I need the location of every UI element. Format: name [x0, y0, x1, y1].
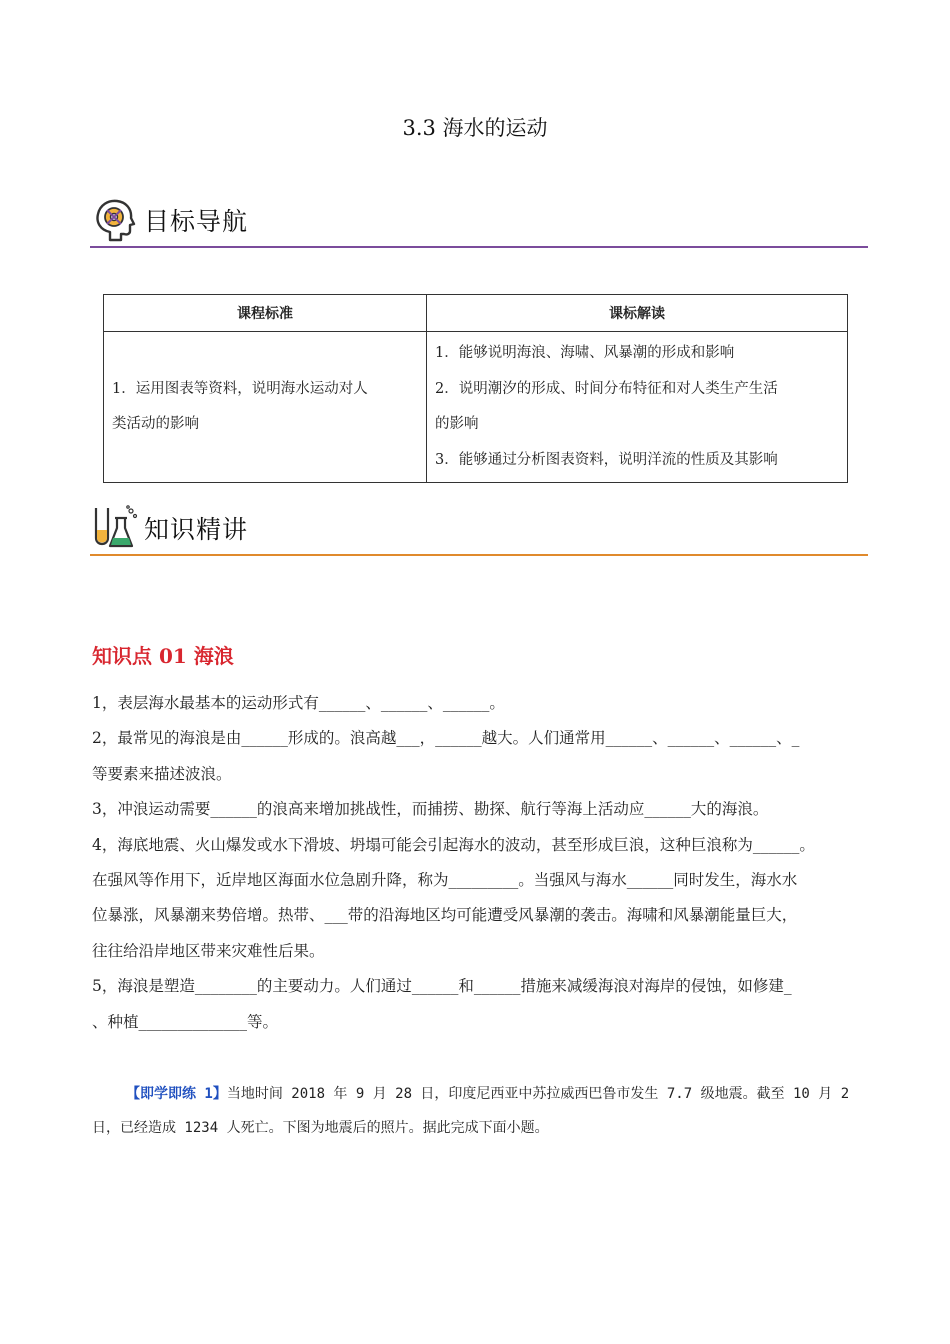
knowledge-text: [92, 686, 872, 1040]
section-label-goal: 目标导航: [144, 207, 249, 236]
exercise-text: 当地时间 2018 年 9 月 28 日，印度尼西亚中苏拉威西巴鲁市发生 7.7 级地震。截至 10 月 2 日，已经造成 1234 人死亡。下图为地震后的照片。据此完成下面小题。: [92, 1086, 850, 1136]
text-line: 在强风等作用下，近岸地区海面水位急剧升降，称为_________。当强风与海水______同时发生，海水水: [92, 871, 798, 890]
text-line: 1，表层海水最基本的运动形式有______、______、______。: [92, 694, 505, 712]
text-line: 5，海浪是塑造________的主要动力。人们通过______和______措施来减缓海浪对海岸的侵蚀，如修建_: [92, 977, 792, 996]
head-gear-icon: [90, 196, 140, 244]
knowledge-point-title: 知识点 01 海浪: [92, 644, 234, 668]
interpretation-cell: [427, 332, 848, 483]
interpretation-line: 1．能够说明海浪、海啸、风暴潮的形成和影响: [435, 345, 735, 361]
page-title: 3.3 海水的运动: [402, 116, 548, 140]
text-line: 3，冲浪运动需要______的浪高来增加挑战性，而捕捞、勘探、航行等海上活动应______大的海浪。: [92, 800, 769, 819]
standards-table: [103, 294, 848, 483]
table-header-interpretation: 课标解读: [427, 295, 848, 332]
text-line: 4，海底地震、火山爆发或水下滑坡、坍塌可能会引起海水的波动，甚至形成巨浪，这种巨浪称为______。: [92, 835, 815, 854]
lab-flask-icon: [90, 504, 140, 552]
table-header-standard: 课程标准: [104, 295, 427, 332]
section-header-knowledge: [90, 504, 868, 556]
standard-line: 1．运用图表等资料，说明海水运动对人: [112, 381, 368, 397]
text-line: 位暴涨，风暴潮来势倍增。热带、___带的沿海地区均可能遭受风暴潮的袭击。海啸和风暴潮能量巨大，: [92, 906, 798, 925]
exercise-tag: 【即学即练 1】: [126, 1086, 227, 1102]
text-line: 、种植______________等。: [92, 1012, 279, 1031]
section-header-goal: [90, 196, 868, 248]
standard-line: 类活动的影响: [112, 416, 199, 432]
section-divider-goal: [90, 246, 868, 248]
interpretation-line: 2．说明潮汐的形成、时间分布特征和对人类生产生活: [435, 380, 778, 397]
text-line: 往往给沿岸地区带来灾难性后果。: [92, 941, 325, 960]
table-header-row: [104, 295, 848, 332]
interpretation-line: 3．能够通过分析图表资料，说明洋流的性质及其影响: [435, 451, 778, 468]
text-line: 2，最常见的海浪是由______形成的。浪高越___，______越大。人们通常用______、______、______、_: [92, 729, 800, 748]
interpretation-line: 的影响: [435, 416, 479, 432]
section-divider-knowledge: [90, 554, 868, 556]
exercise-paragraph: [92, 1077, 862, 1145]
table-row: [104, 332, 848, 483]
section-label-knowledge: 知识精讲: [144, 515, 249, 544]
text-line: 等要素来描述波浪。: [92, 764, 232, 783]
standard-cell: [104, 332, 427, 483]
